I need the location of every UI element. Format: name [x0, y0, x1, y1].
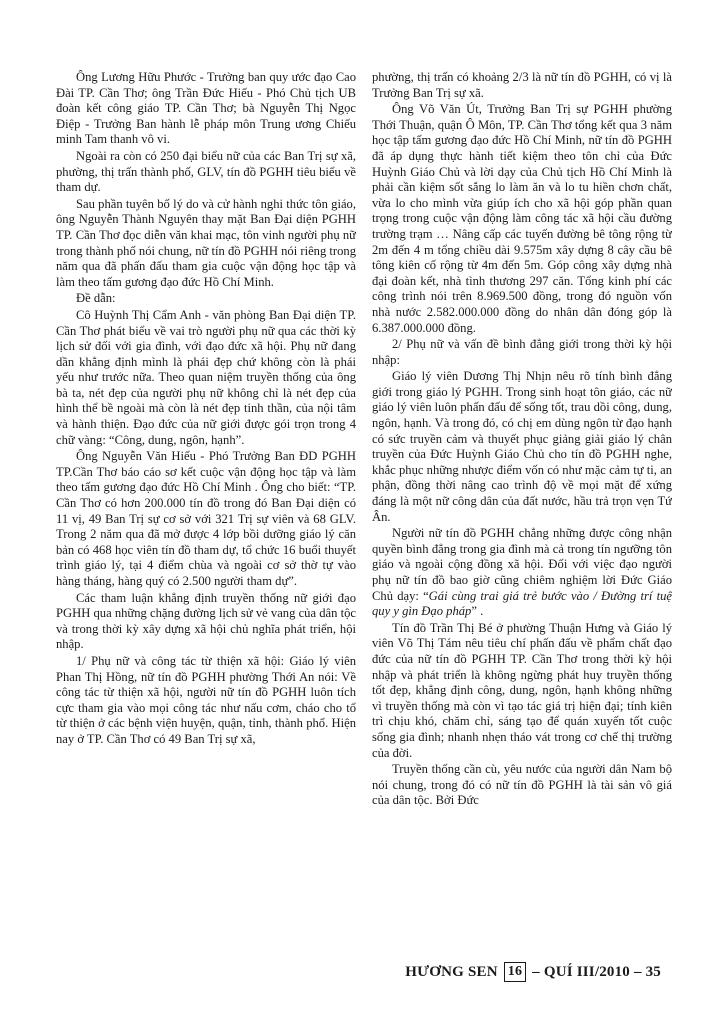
section-heading: Đề dẫn: [76, 291, 116, 306]
quote-close: ” . [471, 604, 484, 619]
paragraph: Tín đồ Trần Thị Bé ở phường Thuận Hưng và Giáo lý viên Võ Thị Tám nêu tiêu chí phấn đấu về phẩm chất đạo đức của nữ tín đồ PGHH TP. Cần Thơ trong thời kỳ hội nhập và phát triển là không ngừng phát huy truyền thống tốt đẹp, khẳng định công, dung, ngôn, hạnh không những vì truyền thống mà còn vì tạo tác giá trị hiện đại; tính kiên trì chịu khó, chăm chỉ, sáng tạo để quán xuyến tốt cuộc sống gia đình; nhanh nhẹn tháo vát trong cơ chế thị trường của đời. [372, 620, 672, 760]
paragraph: 1/ Phụ nữ và công tác từ thiện xã hội: Giáo lý viên Phan Thị Hồng, nữ tín đồ PGHH phường Thới An nói: Về công tác từ thiện xã hội, người nữ tín đồ PGHH luôn tích cực tham gia vào mọi công tác như nấu cơm, cháo cho tổ từ thiện ở các bệnh viện huyện, quận, tỉnh, thành phố. Hiện nay ở TP. Cần Thơ có 49 Ban Trị sự xã, [56, 653, 356, 746]
paragraph: Ông Võ Văn Út, Trưởng Ban Trị sự PGHH phường Thới Thuận, quận Ô Môn, TP. Cần Thơ tổng kết qua 3 năm học tập tấm gương đạo đức Hồ Chí Minh, nữ tín đồ PGHH đã áp dụng thực hành tiết kiệm theo tôn chỉ của Đức Huỳnh Giáo Chủ và lời dạy của Chủ tịch Hồ Chí Minh là phải cần kiệm sốt sắng lo làm ăn và lo tu hiền chơn chất, vừa lo cho mình vừa giúp ích cho xã hội góp phần quan trọng trong cuộc vận động làm công tác xã hội cầu đường trường trạm … Nâng cấp các tuyến đường bê tông rộng từ 2m đến 4 m tổng chiều dài 9.575m xây dựng 8 cây cầu bê tông kiên cố rộng từ 4m đến 5m. Góp công xây dựng nhà đại đoàn kết, nhà tình thương 297 căn. Tổng kinh phí các công trình nói trên 8.969.500 đồng, trong đó nguồn vốn nhà nước 2.582.000.000 đồng do nhân dân đóng góp là 6.387.000.000 đồng. [372, 102, 672, 335]
paragraph-with-quote [372, 526, 672, 620]
right-column [372, 70, 672, 950]
paragraph: Truyền thống cần cù, yêu nước của người dân Nam bộ nói chung, trong đó có nữ tín đồ PGHH là tài sản vô giá của dân tộc. Bởi Đức [372, 762, 672, 808]
issue-and-page: – QUÍ III/2010 – 35 [532, 963, 661, 980]
paragraph: Ngoài ra còn có 250 đại biểu nữ của các Ban Trị sự xã, phường, thị trấn thành phố, GLV, tín đồ PGHH tiêu biểu về tham dự. [56, 148, 356, 195]
paragraph: Cô Huỳnh Thị Cẩm Anh - văn phòng Ban Đại diện TP. Cần Thơ phát biểu về vai trò người phụ nữ qua các thời kỳ lịch sử đối với gia đình, với đạo đức xã hội. Phụ nữ đang dần khẳng định mình là phái đẹp chứ không còn là phái yếu như trước nữa. Theo quan niệm truyền thống của ông bà ta, nét đẹp của người phụ nữ không chỉ là nét đẹp của hình thể bề ngoài mà còn là nét đẹp tinh thần, của nội tâm và hành thiện. Đạo đức của nữ giới được gói trọn trong 4 chữ vàng: “Công, dung, ngôn, hạnh”. [56, 307, 356, 447]
paragraph: phường, thị trấn có khoảng 2/3 là nữ tín đồ PGHH, có vị là Trưởng Ban Trị sự xã. [372, 70, 672, 100]
paragraph: Giáo lý viên Dương Thị Nhịn nêu rõ tính bình đẳng giới trong giáo lý PGHH. Trong sinh hoạt tôn giáo, các nữ giáo lý viên luôn phấn đấu để sống tốt, trau dồi công, dung, ngôn, hạnh. Và trong đó, có chị em dùng ngôn từ đạo hạnh có sức truyền cảm và thuyết phục giảng giải giáo lý chân truyền của Đức Huỳnh Giáo Chủ cho tín đồ PGHH nghe, khắc phục những nhược điểm vốn có như mặc cảm tự ti, an phận, đồng thời nâng cao trình độ về mọi mặt để xứng đáng là một nữ công dân của đất nước, hầu trả trọn vẹn Tứ Ân. [372, 369, 672, 524]
quote-lead: Người nữ tín đồ PGHH chẳng những được công nhận quyền bình đẳng trong gia đình mà cả trong tín ngưỡng tôn giáo và ngoài cộng đồng xã hội. Đối với việc đạo người phụ nữ tín đồ bao giờ cũng chiêm nghiệm lời Đức Giáo Chủ dạy: “ [372, 526, 672, 603]
issue-number-box: 16 [504, 962, 526, 982]
left-column [56, 70, 356, 950]
paragraph: Sau phần tuyên bố lý do và cử hành nghi thức tôn giáo, ông Nguyễn Thành Nguyên thay mặt Ban Đại diện PGHH TP. Cần Thơ đọc diễn văn khai mạc, tôn vinh người phụ nữ trong thành phố nói chung, nữ tín đồ PGHH nói riêng trong năm qua đã phấn đấu tham gia cuộc vận động học tập và làm theo tấm gương đạo đức Hồ Chí Minh. [56, 196, 356, 289]
paragraph: Ông Lương Hữu Phước - Trưởng ban quy ước đạo Cao Đài TP. Cần Thơ; ông Trần Đức Hiếu - Phó Chủ tịch UB đoàn kết công giáo TP. Cần Thơ; bà Nguyễn Thị Ngọc Điệp - Trưởng Ban hành lễ pháp môn Trung ương Chiếu minh Tam thanh vô vi. [56, 70, 356, 147]
section-heading: 2/ Phụ nữ và vấn đề bình đẳng giới trong thời kỳ hội nhập: [372, 337, 672, 367]
scripture-quote: Gái cùng trai giá trẻ bước vào / Đường trí tuệ quy y gìn Đạo pháp [372, 588, 672, 619]
paragraph: Ông Nguyễn Văn Hiếu - Phó Trưởng Ban ĐD PGHH TP.Cần Thơ báo cáo sơ kết cuộc vận động học tập và làm theo tấm gương đạo đức Hồ Chí Minh . Ông cho biết: “TP. Cần Thơ có hơn 200.000 tín đồ trong đó Ban Đại diện có 11 vị, 49 Ban Trị sự cơ sở với 321 Trị sự viên và 68 GLV. Trong 2 năm qua đã mở được 4 lớp bồi dưỡng giáo lý căn bản có 468 học viên tín đồ tham dự, tổ chức 16 buổi thuyết trình giáo lý, tại 4 điểm chùa và ngoài cơ sở thờ tự vào hàng tháng, hàng quý có 2.500 người tham dự”. [56, 449, 356, 588]
magazine-title: HƯƠNG SEN [405, 963, 498, 980]
page-footer [0, 960, 718, 984]
paragraph: Các tham luận khẳng định truyền thống nữ giới đạo PGHH qua những chặng đường lịch sử vẻ vang của dân tộc và trong thời kỳ xây dựng xã hội chủ nghĩa phát triển, hội nhập. [56, 590, 356, 652]
